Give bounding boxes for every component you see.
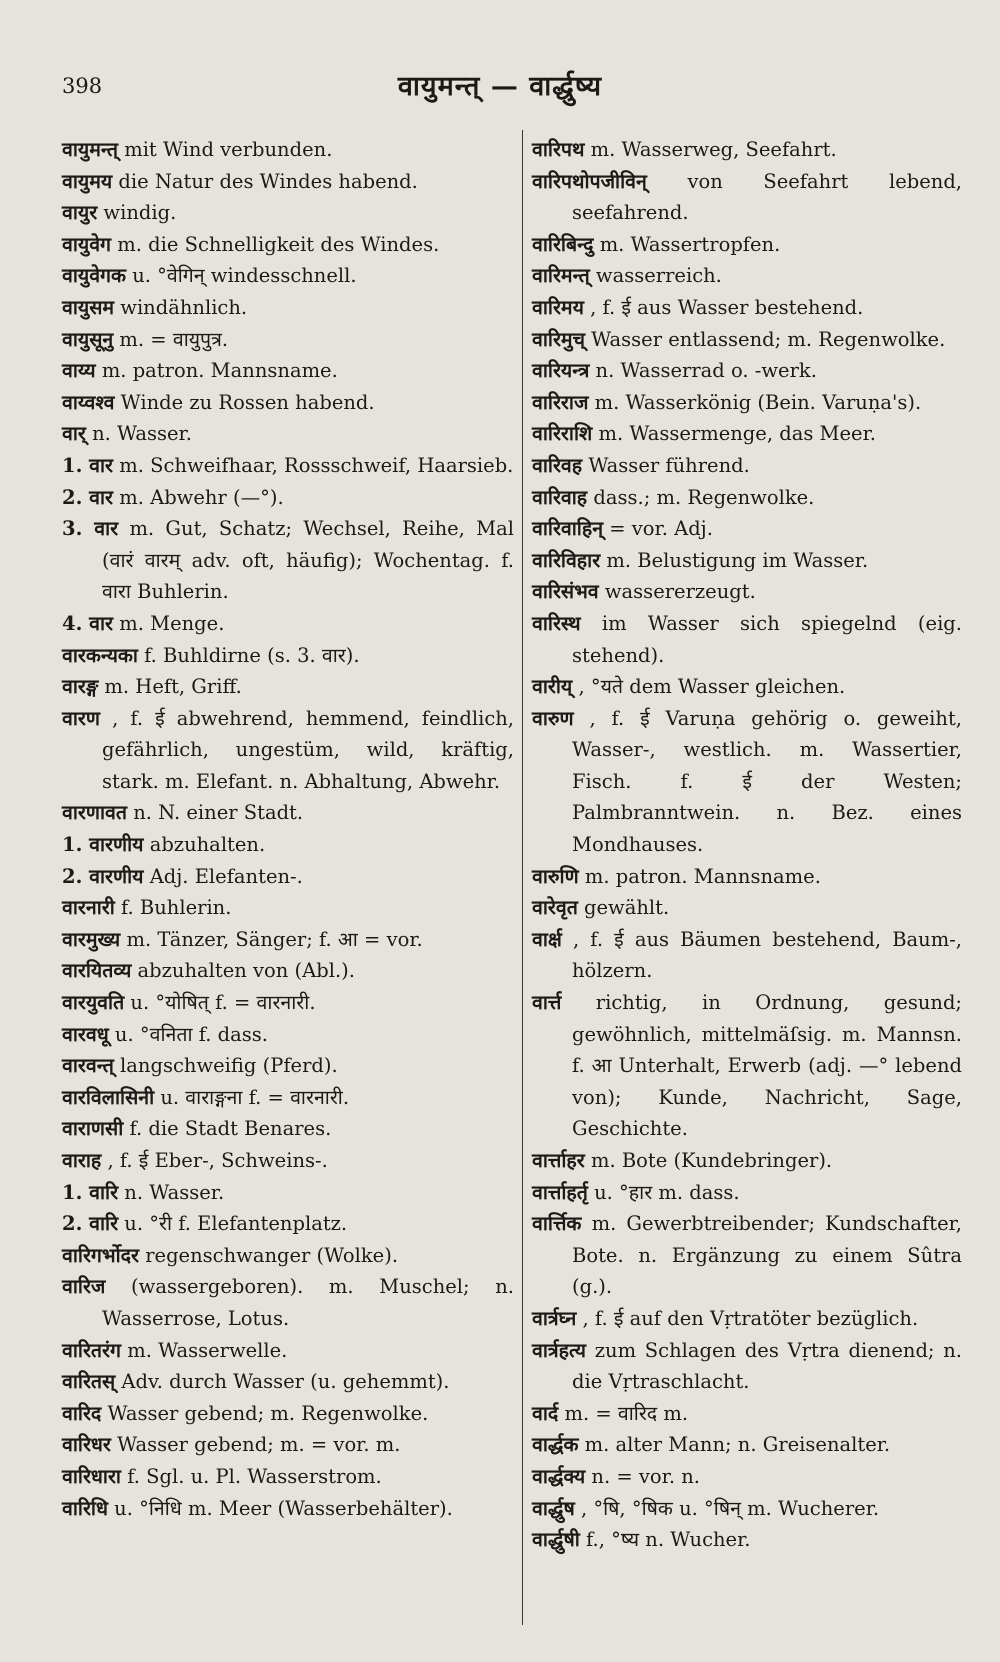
- dictionary-entry: [62, 892, 514, 924]
- entry-definition: m. die Schnelligkeit des Windes.: [117, 232, 440, 256]
- entry-definition: Adj. Elefanten-.: [149, 864, 303, 888]
- entry-headword: वारवन्त्: [62, 1054, 114, 1078]
- dictionary-entry: [532, 292, 962, 324]
- entry-definition: m. Wasserwelle.: [127, 1338, 288, 1362]
- dictionary-entry: [62, 829, 514, 861]
- dictionary-entry: [532, 703, 962, 861]
- dictionary-entry: [62, 450, 514, 482]
- entry-definition: m. Bote (Kundebringer).: [590, 1149, 833, 1172]
- dictionary-entry: [532, 1493, 962, 1525]
- entry-definition: windig.: [103, 201, 177, 225]
- entry-definition: m. Heft, Griff.: [104, 675, 242, 699]
- dictionary-entry: [532, 545, 962, 577]
- dictionary-entry: [62, 166, 514, 198]
- dictionary-entry: [62, 1493, 514, 1525]
- dictionary-entry: [62, 1208, 514, 1240]
- entry-definition: = vor. Adj.: [609, 517, 713, 541]
- dictionary-entry: [62, 1113, 514, 1145]
- entry-definition: n. Wasserrad o. -werk.: [595, 359, 817, 383]
- entry-headword: वारिपथ: [532, 138, 585, 161]
- entry-headword: 1. वारणीय: [62, 833, 144, 857]
- entry-definition: m. Wassertropfen.: [599, 232, 781, 256]
- dictionary-entry: [532, 166, 962, 229]
- entry-definition: m. alter Mann; n. Greisenalter.: [584, 1433, 891, 1457]
- entry-headword: वार्द्धुषी: [532, 1528, 580, 1552]
- entry-headword: वारिवह: [532, 453, 583, 477]
- dictionary-entry: [62, 861, 514, 893]
- left-column: [62, 134, 514, 1524]
- entry-headword: वाय्य: [62, 359, 96, 383]
- dictionary-entry: [62, 640, 514, 672]
- entry-headword: वारमुख्य: [62, 927, 121, 951]
- entry-headword: वायुर: [62, 201, 98, 225]
- entry-definition: zum Schlagen des Vṛtra dienend; n. die Vṛtraschlacht.: [572, 1338, 962, 1394]
- entry-definition: f. Sgl. u. Pl. Wasserstrom.: [127, 1464, 382, 1488]
- entry-headword: वारुण: [532, 706, 574, 730]
- entry-headword: वायुवेग: [62, 232, 112, 256]
- entry-definition: , °षि, °षिक u. °षिन् m. Wucherer.: [580, 1496, 880, 1520]
- entry-definition: n. Wasser.: [92, 422, 192, 446]
- entry-headword: वार्द्धक्य: [532, 1464, 586, 1488]
- entry-definition: f. Buhldirne (s. 3. वार).: [144, 643, 360, 667]
- dictionary-entry: [532, 987, 962, 1145]
- entry-headword: 2. वार: [62, 485, 114, 509]
- dictionary-entry: [532, 1398, 962, 1430]
- entry-definition: n. = vor. n.: [591, 1464, 701, 1488]
- entry-headword: वारिराशि: [532, 422, 593, 446]
- dictionary-entry: [62, 292, 514, 324]
- entry-definition: wassererzeugt.: [604, 580, 756, 604]
- entry-headword: वारिसंभव: [532, 580, 599, 604]
- entry-definition: Wasser gebend; m. = vor. m.: [117, 1433, 401, 1457]
- dictionary-entry: [532, 418, 962, 450]
- entry-headword: वाराणसी: [62, 1117, 124, 1141]
- entry-headword: वारनारी: [62, 896, 115, 920]
- entry-definition: u. °योषित् f. = वारनारी.: [130, 991, 316, 1015]
- entry-headword: वार्त्ताहर: [532, 1149, 585, 1172]
- entry-headword: वार्क्ष: [532, 927, 562, 951]
- entry-definition: von Seefahrt lebend, seefahrend.: [572, 169, 962, 225]
- entry-headword: वार्: [62, 422, 86, 446]
- entry-definition: u. °निधि m. Meer (Wasserbehälter).: [114, 1496, 453, 1520]
- entry-definition: f. die Stadt Benares.: [129, 1117, 332, 1141]
- dictionary-entry: [62, 671, 514, 703]
- dictionary-entry: [62, 197, 514, 229]
- entry-definition: u. °वेगिन् windesschnell.: [132, 264, 357, 288]
- entry-headword: वार्त्ताहर्तृ: [532, 1180, 588, 1204]
- entry-definition: m. = वारिद m.: [564, 1401, 689, 1425]
- dictionary-entry: [532, 1335, 962, 1398]
- dictionary-entry: [62, 1177, 514, 1209]
- entry-headword: वारीय्: [532, 675, 573, 699]
- entry-headword: वारविलासिनी: [62, 1085, 155, 1109]
- dictionary-entry: [532, 450, 962, 482]
- entry-headword: वायुमय: [62, 169, 113, 193]
- entry-headword: वारण: [62, 706, 100, 730]
- entry-headword: वार्द: [532, 1401, 559, 1425]
- entry-definition: wasserreich.: [595, 264, 722, 288]
- dictionary-entry: [532, 1524, 962, 1556]
- entry-definition: mit Wind verbunden.: [124, 138, 333, 161]
- entry-definition: , f. ई aus Bäumen bestehend, Baum-, hölzern.: [572, 927, 962, 983]
- dictionary-entry: [62, 1145, 514, 1177]
- entry-definition: Wasser gebend; m. Regenwolke.: [107, 1401, 429, 1425]
- entry-definition: n. Wasser.: [124, 1180, 225, 1204]
- entry-definition: u. °हार m. dass.: [594, 1180, 740, 1204]
- entry-definition: , f. ई Eber-, Schweins-.: [107, 1149, 328, 1172]
- entry-headword: वार्त्रहत्य: [532, 1338, 586, 1362]
- dictionary-entry: [62, 1461, 514, 1493]
- entry-headword: वारङ्ग: [62, 675, 99, 699]
- dictionary-entry: [62, 482, 514, 514]
- entry-headword: वारणावत: [62, 801, 127, 825]
- entry-headword: वारुणि: [532, 864, 579, 888]
- entry-headword: वायुसूनु: [62, 327, 114, 351]
- entry-definition: u. °री f. Elefantenplatz.: [124, 1212, 348, 1236]
- entry-definition: m. Schweifhaar, Rossschweif, Haarsieb.: [119, 453, 514, 477]
- entry-headword: वारिबिन्दु: [532, 232, 594, 256]
- entry-definition: m. Wassermenge, das Meer.: [598, 422, 876, 446]
- entry-headword: वारिज: [62, 1275, 106, 1299]
- entry-definition: f. Buhlerin.: [120, 896, 232, 920]
- dictionary-entry: [62, 955, 514, 987]
- entry-headword: वारिधि: [62, 1496, 108, 1520]
- entry-definition: m. patron. Mannsname.: [584, 864, 821, 888]
- dictionary-entry: [532, 324, 962, 356]
- entry-headword: वारिगर्भोदर: [62, 1243, 139, 1267]
- entry-headword: 3. वार: [62, 517, 119, 541]
- dictionary-entry: [62, 703, 514, 798]
- entry-headword: वारिराज: [532, 390, 589, 414]
- entry-headword: वारिस्थ: [532, 611, 581, 635]
- dictionary-entry: [62, 324, 514, 356]
- dictionary-entry: [62, 260, 514, 292]
- entry-definition: die Natur des Windes habend.: [118, 169, 418, 193]
- dictionary-entry: [62, 1271, 514, 1334]
- entry-headword: 1. वारि: [62, 1180, 119, 1204]
- entry-headword: वारयुवति: [62, 991, 125, 1015]
- dictionary-entry: [62, 134, 514, 166]
- dictionary-entry: [62, 418, 514, 450]
- dictionary-entry: [532, 861, 962, 893]
- entry-definition: Wasser führend.: [588, 453, 750, 477]
- entry-headword: 1. वार: [62, 453, 114, 477]
- dictionary-entry: [532, 671, 962, 703]
- entry-definition: m. Abwehr (—°).: [119, 485, 284, 509]
- dictionary-entry: [532, 924, 962, 987]
- entry-headword: वार्त्रघ्न: [532, 1306, 577, 1330]
- dictionary-entry: [62, 229, 514, 261]
- dictionary-entry: [532, 482, 962, 514]
- dictionary-entry: [532, 260, 962, 292]
- entry-definition: Adv. durch Wasser (u. gehemmt).: [121, 1370, 450, 1394]
- dictionary-entry: [62, 924, 514, 956]
- entry-definition: regenschwanger (Wolke).: [145, 1243, 399, 1267]
- entry-definition: m. Wasserweg, Seefahrt.: [590, 138, 837, 161]
- dictionary-entry: [62, 797, 514, 829]
- page-number: 398: [62, 74, 103, 98]
- entry-definition: u. वाराङ्गना f. = वारनारी.: [160, 1085, 350, 1109]
- dictionary-entry: [532, 1303, 962, 1335]
- entry-headword: वाय्वश्व: [62, 390, 115, 414]
- dictionary-entry: [532, 1145, 962, 1177]
- dictionary-entry: [62, 1429, 514, 1461]
- entry-definition: richtig, in Ordnung, gesund; gewöhnlich, mittelmäſsig. m. Mannsn. f. आ Unterhalt, Erwerb (adj. —° lebend von); Kunde, Nachricht, Sage, Geschichte.: [572, 991, 962, 1141]
- dictionary-entry: [62, 1366, 514, 1398]
- entry-headword: वारिवाहिन्: [532, 517, 604, 541]
- dictionary-entry: [532, 892, 962, 924]
- entry-headword: वारिधर: [62, 1433, 111, 1457]
- entry-headword: वार्त्तिक: [532, 1212, 582, 1236]
- entry-headword: वारिमय: [532, 295, 584, 319]
- entry-definition: abzuhalten von (Abl.).: [137, 959, 355, 983]
- entry-definition: , f. ई aus Wasser bestehend.: [590, 295, 864, 319]
- entry-headword: वायुवेगक: [62, 264, 126, 288]
- running-head: वायुमन्त् — वार्द्धुष्य: [397, 71, 603, 102]
- entry-definition: , f. ई Varuṇa gehörig o. geweiht, Wasser-, westlich. m. Wassertier, Fisch. f. ई der Westen; Palmbranntwein. n. Bez. eines Mondhauses.: [572, 706, 962, 857]
- entry-definition: m. patron. Mannsname.: [101, 359, 338, 383]
- entry-definition: Wasser entlassend; m. Regenwolke.: [591, 327, 946, 351]
- entry-definition: gewählt.: [584, 896, 670, 920]
- entry-headword: वाराह: [62, 1149, 102, 1172]
- entry-headword: वारयितव्य: [62, 959, 132, 983]
- entry-headword: वारिवाह: [532, 485, 588, 509]
- entry-headword: वारिमन्त्: [532, 264, 590, 288]
- column-divider: [522, 130, 523, 1625]
- entry-definition: Winde zu Rossen habend.: [120, 390, 375, 414]
- dictionary-entry: [532, 1177, 962, 1209]
- entry-headword: वारितस्: [62, 1370, 116, 1394]
- dictionary-entry: [62, 608, 514, 640]
- dictionary-entry: [532, 513, 962, 545]
- entry-definition: n. N. einer Stadt.: [133, 801, 304, 825]
- entry-headword: वारितरंग: [62, 1338, 121, 1362]
- entry-headword: वायुमन्त्: [62, 138, 118, 161]
- dictionary-entry: [62, 1050, 514, 1082]
- entry-headword: वारिधारा: [62, 1464, 121, 1488]
- entry-headword: वारेवृत: [532, 896, 578, 920]
- dictionary-entry: [62, 387, 514, 419]
- entry-headword: वायुसम: [62, 295, 115, 319]
- dictionary-entry: [532, 1208, 962, 1303]
- entry-headword: वारिपथोपजीविन्: [532, 169, 647, 193]
- dictionary-entry: [532, 576, 962, 608]
- dictionary-entry: [62, 1240, 514, 1272]
- entry-definition: im Wasser sich spiegelnd (eig. stehend).: [572, 611, 962, 667]
- entry-definition: , f. ई abwehrend, hemmend, feindlich, gefährlich, ungestüm, wild, kräftig, stark. m. Elefant. n. Abhaltung, Abwehr.: [102, 706, 514, 793]
- entry-definition: m. = वायुपुत्र.: [119, 327, 229, 351]
- entry-headword: वारिमुच्: [532, 327, 585, 351]
- entry-definition: , f. ई auf den Vṛtratöter bezüglich.: [582, 1306, 919, 1330]
- entry-definition: abzuhalten.: [149, 833, 266, 857]
- entry-headword: वारकन्यका: [62, 643, 138, 667]
- dictionary-entry: [62, 1398, 514, 1430]
- entry-definition: langschweifig (Pferd).: [120, 1054, 338, 1078]
- entry-headword: वार्द्धक: [532, 1433, 579, 1457]
- dictionary-entry: [532, 1461, 962, 1493]
- dictionary-entry: [532, 229, 962, 261]
- dictionary-entry: [62, 987, 514, 1019]
- entry-definition: u. °वनिता f. dass.: [114, 1022, 268, 1046]
- entry-definition: m. Tänzer, Sänger; f. आ = vor.: [126, 927, 423, 951]
- entry-headword: 4. वार: [62, 611, 114, 635]
- dictionary-entry: [532, 355, 962, 387]
- dictionary-entry: [532, 1429, 962, 1461]
- entry-definition: f., °ष्य n. Wucher.: [586, 1528, 751, 1552]
- entry-headword: वार्द्धुष: [532, 1496, 575, 1520]
- right-column: [532, 134, 962, 1556]
- entry-headword: वारियन्त्र: [532, 359, 590, 383]
- entry-definition: m. Gewerbtreibender; Kundschafter, Bote. n. Ergänzung zu einem Sûtra (g.).: [572, 1212, 962, 1299]
- entry-definition: dass.; m. Regenwolke.: [593, 485, 815, 509]
- entry-headword: 2. वारि: [62, 1212, 119, 1236]
- dictionary-entry: [62, 1335, 514, 1367]
- entry-definition: , °यते dem Wasser gleichen.: [578, 675, 846, 699]
- entry-headword: वारवधू: [62, 1022, 109, 1046]
- dictionary-entry: [62, 1019, 514, 1051]
- entry-definition: windähnlich.: [120, 295, 248, 319]
- entry-definition: m. Wasserkönig (Bein. Varuṇa's).: [594, 390, 922, 414]
- dictionary-entry: [532, 387, 962, 419]
- dictionary-entry: [62, 355, 514, 387]
- dictionary-entry: [532, 608, 962, 671]
- dictionary-entry: [62, 1082, 514, 1114]
- entry-headword: 2. वारणीय: [62, 864, 144, 888]
- entry-definition: m. Menge.: [119, 611, 225, 635]
- entry-definition: m. Belustigung im Wasser.: [606, 548, 869, 572]
- entry-headword: वार्त्त: [532, 991, 562, 1015]
- dictionary-entry: [62, 513, 514, 608]
- entry-headword: वारिद: [62, 1401, 102, 1425]
- dictionary-entry: [532, 134, 962, 166]
- entry-definition: (wassergeboren). m. Muschel; n. Wasserrose, Lotus.: [102, 1275, 514, 1330]
- entry-definition: m. Gut, Schatz; Wechsel, Reihe, Mal (वारं वारम् adv. oft, häufig); Wochentag. f. वारा Buhlerin.: [102, 517, 514, 604]
- entry-headword: वारिविहार: [532, 548, 601, 572]
